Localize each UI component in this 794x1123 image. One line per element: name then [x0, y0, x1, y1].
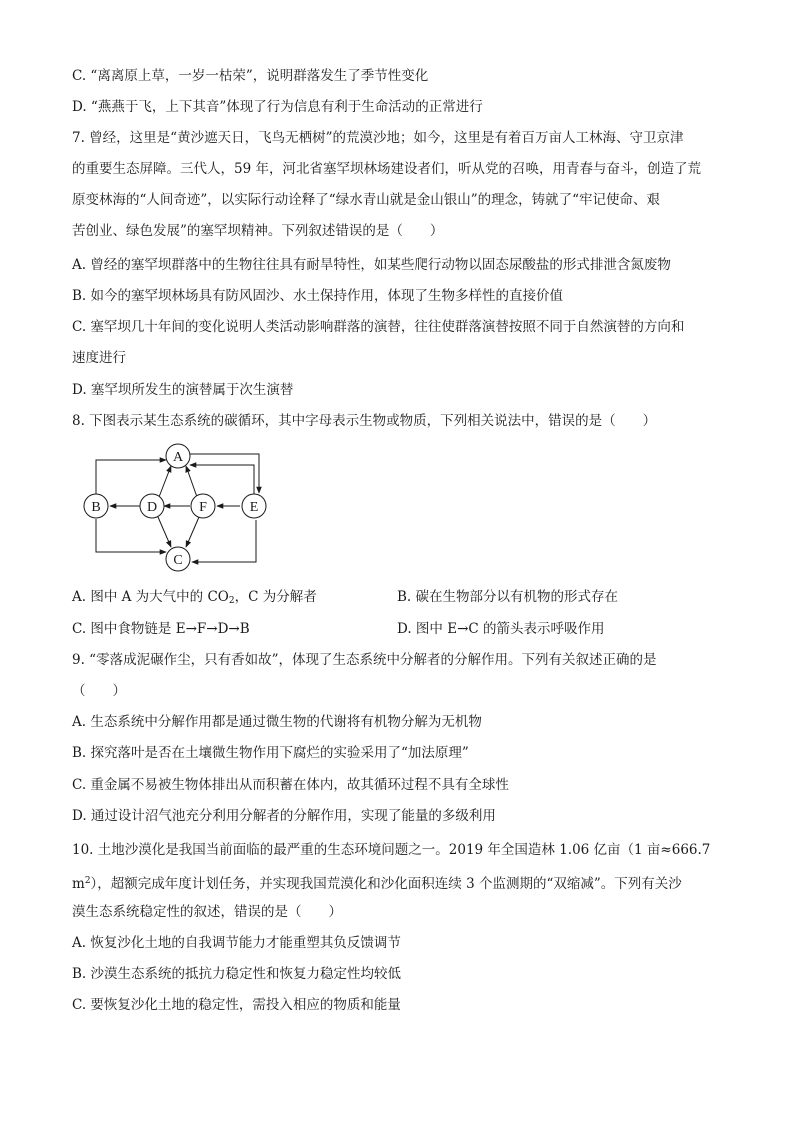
carbon-cycle-diagram — [72, 440, 272, 576]
q10-unit-superscript: 2 — [84, 876, 91, 886]
q7-stem-line4: 苦创业、绿色发展”的塞罕坝精神。下列叙述错误的是（ ） — [72, 223, 444, 239]
q10-stem-line2 — [72, 872, 682, 893]
q10-stem-line2-text: ），超额完成年度计划任务，并实现我国荒漠化和沙化面积连续 3 个监测期的“双缩减”。下列有关沙 — [90, 876, 682, 892]
q7-stem-line2: 的重要生态屏障。三代人，59 年，河北省塞罕坝林场建设者们，听从党的召唤，用青春与奋斗，创造了荒 — [72, 161, 701, 177]
node-e-label: E — [249, 500, 259, 515]
q6-option-d: D. “燕燕于飞，上下其音”体现了行为信息有利于生命活动的正常进行 — [72, 99, 483, 115]
node-f-label: F — [199, 500, 207, 515]
q7-option-c-line1: C. 塞罕坝几十年间的变化说明人类活动影响群落的演替，往往使群落演替按照不同于自然演替的方向和 — [72, 319, 685, 335]
q9-stem-line2: （ ） — [72, 683, 126, 699]
q8-option-a — [72, 588, 317, 610]
q7-option-b: B. 如今的塞罕坝林场具有防风固沙、水土保持作用，体现了生物多样性的直接价值 — [72, 288, 564, 304]
q7-stem-line1: 7. 曾经，这里是“黄沙遮天日，飞鸟无栖树”的荒漠沙地；如今，这里是有着百万亩人工林海、守卫京津 — [72, 130, 684, 146]
node-d-label: D — [146, 500, 158, 515]
arrow-d-to-c — [158, 517, 171, 547]
node-c-label: C — [173, 553, 183, 568]
q9-option-c: C. 重金属不易被生物体排出从而积蓄在体内，故其循环过程不具有全球性 — [72, 777, 509, 793]
q8-option-a-subscript: 2 — [228, 596, 235, 606]
q10-option-c: C. 要恢复沙化土地的稳定性，需投入相应的物质和能量 — [72, 997, 401, 1013]
q8-option-b: B. 碳在生物部分以有机物的形式存在 — [397, 589, 619, 605]
q10-option-b: B. 沙漠生态系统的抵抗力稳定性和恢复力稳定性均较低 — [72, 966, 402, 982]
q10-stem-line3: 漠生态系统稳定性的叙述，错误的是（ ） — [72, 904, 342, 920]
q8-option-c: C. 图中食物链是 E→F→D→B — [72, 621, 250, 637]
arrow-a-to-e — [190, 454, 259, 493]
arrow-b-to-c — [96, 519, 166, 552]
q8-option-d: D. 图中 E→C 的箭头表示呼吸作用 — [397, 621, 605, 637]
arrow-e-to-c — [192, 520, 256, 562]
q6-option-c: C. “离离原上草，一岁一枯荣”，说明群落发生了季节性变化 — [72, 68, 429, 84]
q7-option-a: A. 曾经的塞罕坝群落中的生物往往具有耐旱特性，如某些爬行动物以固态尿酸盐的形式排泄含氮废物 — [72, 257, 671, 273]
q7-option-c-line2: 速度进行 — [72, 350, 126, 366]
q10-unit-m: m — [72, 876, 85, 892]
node-b-label: B — [91, 500, 101, 515]
arrow-b-to-a — [96, 460, 166, 494]
q10-stem-line1: 10. 土地沙漠化是我国当前面临的最严重的生态环境问题之一。2019 年全国造林 1.06 亿亩（1 亩≈666.7 — [72, 842, 711, 858]
q9-option-d: D. 通过设计沼气池充分利用分解者的分解作用，实现了能量的多级利用 — [72, 808, 496, 824]
q7-stem-line3: 原变林海的“人间奇迹”，以实际行动诠释了“绿水青山就是金山银山”的理念，铸就了“牢记使命、艰 — [72, 192, 661, 208]
arrow-d-to-a — [159, 466, 171, 497]
q9-option-b: B. 探究落叶是否在土壤微生物作用下腐烂的实验采用了“加法原理” — [72, 745, 469, 761]
arrow-e-to-a — [190, 465, 254, 494]
arrow-f-to-c — [186, 517, 199, 547]
q10-option-a: A. 恢复沙化土地的自我调节能力才能重塑其负反馈调节 — [72, 935, 401, 951]
q7-option-d: D. 塞罕坝所发生的演替属于次生演替 — [72, 382, 294, 398]
node-a-label: A — [172, 450, 184, 465]
q9-option-a: A. 生态系统中分解作用都是通过微生物的代谢将有机物分解为无机物 — [72, 714, 482, 730]
q9-stem-line1: 9. “零落成泥碾作尘，只有香如故”，体现了生态系统中分解者的分解作用。下列有关叙述正确的是 — [72, 652, 657, 668]
q8-option-a-text-end: ，C 为分解者 — [234, 589, 317, 605]
arrow-f-to-a — [186, 466, 197, 497]
q8-stem: 8. 下图表示某生态系统的碳循环，其中字母表示生物或物质，下列相关说法中，错误的是（ ） — [72, 413, 657, 429]
q8-option-a-text: A. 图中 A 为大气中的 CO — [72, 589, 229, 605]
